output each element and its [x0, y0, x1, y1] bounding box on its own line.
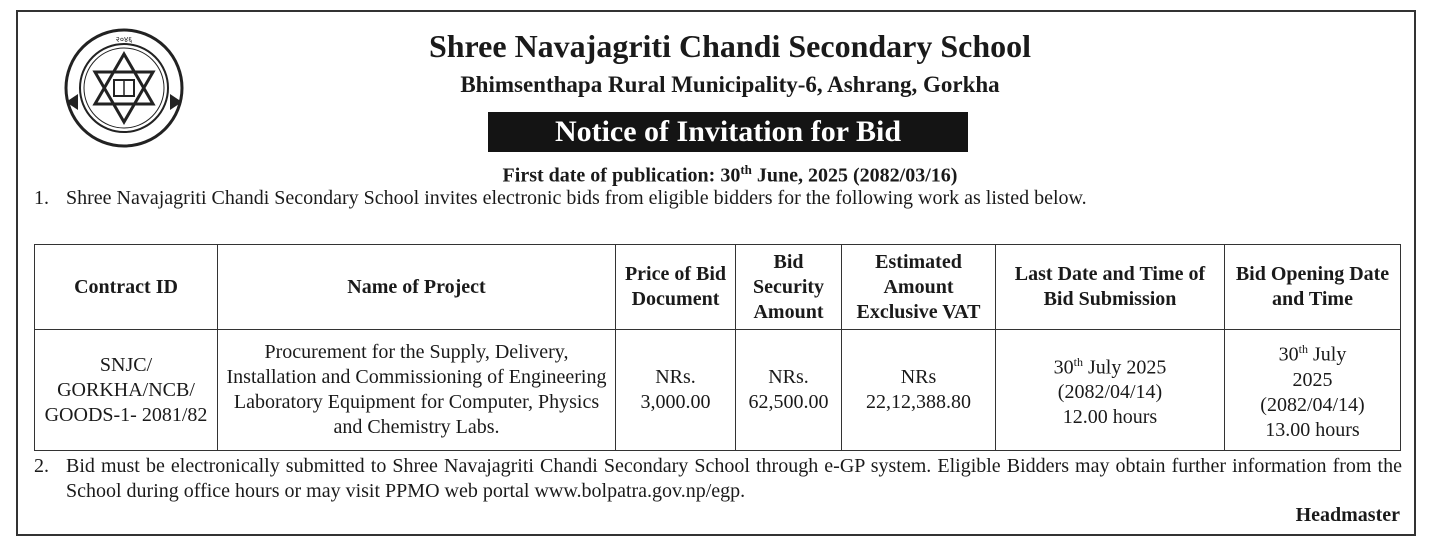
header-project-name: Name of Project	[218, 245, 616, 330]
cell-bid-opening: 30th July 2025 (2082/04/14) 13.00 hours	[1225, 330, 1401, 451]
notice-title: Notice of Invitation for Bid	[488, 112, 968, 152]
logo-year: २०४६	[115, 35, 133, 44]
table-header-row	[35, 245, 1401, 330]
header-contract-id: Contract ID	[35, 245, 218, 330]
header-bid-opening: Bid Opening Date and Time	[1225, 245, 1401, 330]
paragraph-text: Bid must be electronically submitted to Shree Navajagriti Chandi Secondary School through e-GP system. Eligible Bidders may obtain further information from the School during office hours or may visit PPMO web portal www.bolpatra.gov.np/egp.	[66, 455, 1402, 502]
paragraph-number: 1.	[34, 187, 49, 209]
publication-date: First date of publication: 30th June, 2025 (2082/03/16)	[502, 162, 958, 187]
school-name: Shree Navajagriti Chandi Secondary School	[428, 28, 1032, 64]
school-logo-emblem	[60, 24, 188, 152]
bid-table	[34, 244, 1401, 451]
cell-project-name: Procurement for the Supply, Delivery, Installation and Commissioning of Engineering Laboratory Equipment for Computer, Physics and Chemistry Labs.	[218, 330, 616, 451]
paragraph-submission-info	[34, 454, 1402, 504]
cell-bid-document-price: NRs. 3,000.00	[616, 330, 736, 451]
paragraph-number: 2.	[34, 455, 49, 477]
header-bid-security: Bid Security Amount	[736, 245, 842, 330]
header-estimated-amount: Estimated Amount Exclusive VAT	[842, 245, 996, 330]
paragraph-invitation	[34, 186, 1402, 211]
signature-headmaster: Headmaster	[1295, 504, 1400, 526]
paragraph-text: Shree Navajagriti Chandi Secondary School invites electronic bids from eligible bidders for the following work as listed below.	[66, 187, 1087, 209]
cell-bid-security: NRs. 62,500.00	[736, 330, 842, 451]
header-bid-document-price: Price of Bid Document	[616, 245, 736, 330]
cell-contract-id: SNJC/ GORKHA/NCB/ GOODS-1- 2081/82	[35, 330, 218, 451]
cell-submission-deadline: 30th July 2025 (2082/04/14) 12.00 hours	[996, 330, 1225, 451]
cell-estimated-amount: NRs 22,12,388.80	[842, 330, 996, 451]
header-submission-deadline: Last Date and Time of Bid Submission	[996, 245, 1225, 330]
school-address: Bhimsenthapa Rural Municipality-6, Ashrang, Gorkha	[460, 72, 1000, 97]
table-row	[35, 330, 1401, 451]
